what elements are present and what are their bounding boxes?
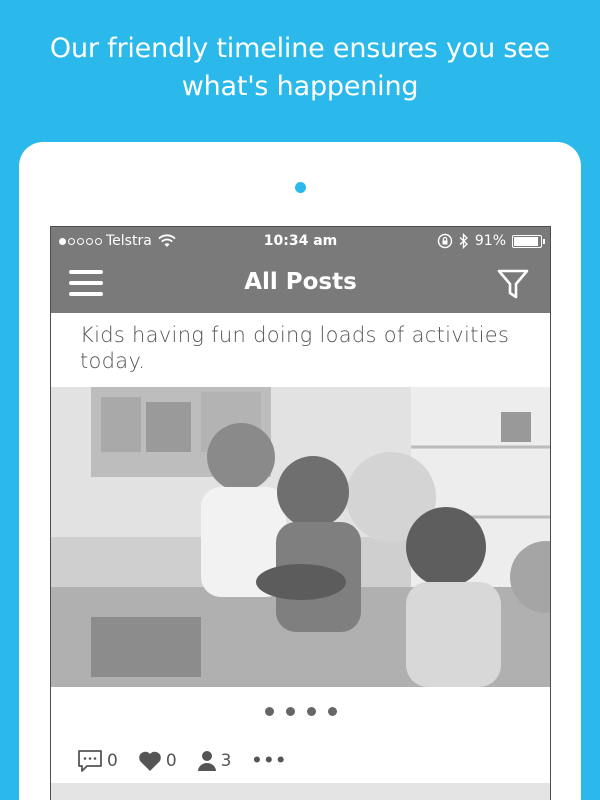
pager-dot[interactable] <box>286 707 295 716</box>
filter-funnel-icon[interactable] <box>496 267 530 301</box>
pager-dot[interactable] <box>265 707 274 716</box>
people-count: 3 <box>220 751 232 771</box>
more-icon: ••• <box>251 751 288 771</box>
pager-dot[interactable] <box>307 707 316 716</box>
battery-percent: 91% <box>474 233 506 249</box>
headline <box>0 30 600 106</box>
like-button[interactable] <box>138 750 177 772</box>
carrier-name: Telstra <box>106 233 152 249</box>
post-actions <box>77 749 307 773</box>
tagged-people-button[interactable] <box>197 750 232 772</box>
status-bar <box>51 227 550 255</box>
status-right <box>437 233 542 249</box>
comment-count: 0 <box>107 751 118 771</box>
status-time: 10:34 am <box>263 233 338 249</box>
photo-illustration <box>51 387 550 687</box>
bluetooth-icon <box>459 233 469 249</box>
nav-bar <box>51 255 550 313</box>
person-icon <box>197 750 217 772</box>
heart-icon <box>138 750 162 772</box>
battery-icon <box>512 235 542 248</box>
comment-button[interactable] <box>77 749 118 773</box>
page-title: All Posts <box>244 269 357 295</box>
tablet-camera-dot <box>295 182 306 193</box>
post-caption: Kids having fun doing loads of activities today. <box>80 323 510 373</box>
headline-line-1: Our friendly timeline ensures you see <box>49 33 551 64</box>
pager-dot[interactable] <box>328 707 337 716</box>
headline-line-2: what's happening <box>181 71 419 102</box>
app-screen <box>50 226 551 800</box>
more-options-button[interactable] <box>251 751 287 771</box>
rotation-lock-icon <box>437 233 453 249</box>
like-count: 0 <box>165 751 177 771</box>
comment-icon <box>77 749 103 773</box>
photo-pager <box>51 707 550 716</box>
post-divider <box>51 783 550 800</box>
post-photo[interactable] <box>51 387 550 687</box>
